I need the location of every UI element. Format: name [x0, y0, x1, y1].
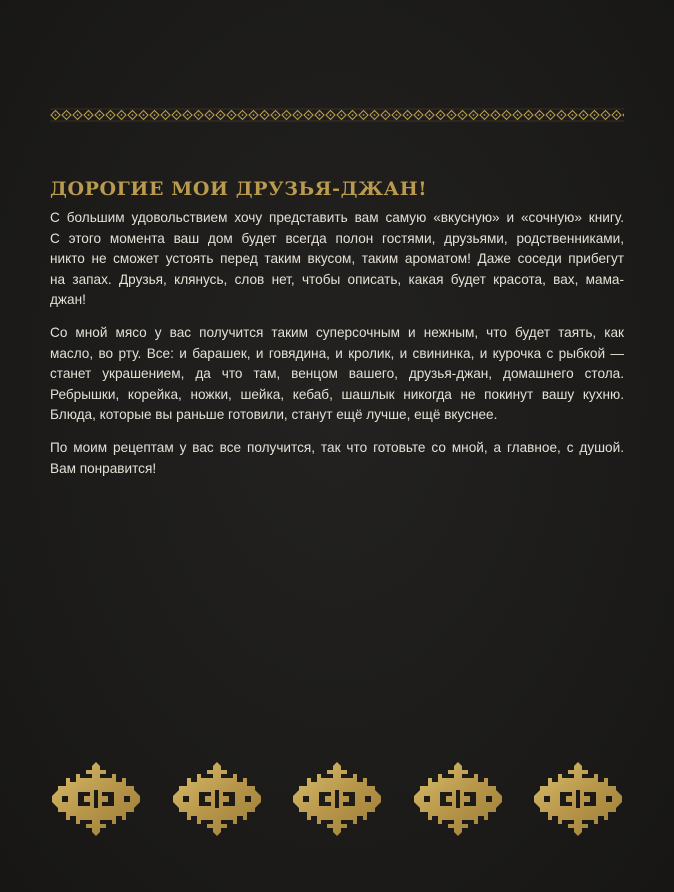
gold-geometric-ornament-icon	[171, 760, 263, 838]
gold-chain-divider	[50, 108, 624, 122]
text-line: Вам понравится!	[50, 460, 157, 476]
gold-geometric-ornament-icon	[291, 760, 383, 838]
text-line: станет украшением, да что там, венцом вашего, друзья-джан, домашнего стола.	[50, 366, 624, 382]
text-line: джан!	[50, 292, 86, 308]
paragraph-3	[50, 438, 624, 479]
text-line: Со мной мясо у вас получится таким суперсочным и нежным, что будет таять, как	[50, 324, 624, 340]
text-line: Ребрышки, корейка, ножки, шейка, кебаб, шашлык никогда не покинут вашу кухню.	[50, 386, 624, 402]
text-line: на запах. Друзья, клянусь, слов нет, чтобы описать, какая будет красота, вах, мама-	[50, 271, 624, 287]
body-text	[50, 208, 624, 491]
gold-geometric-ornament-icon	[50, 760, 142, 838]
text-line: С большим удовольствием хочу представить вам самую «вкусную» и «сочную» книгу.	[50, 210, 624, 225]
paragraph-2	[50, 323, 624, 426]
gold-geometric-ornament-icon	[412, 760, 504, 838]
page-heading: ДОРОГИЕ МОИ ДРУЗЬЯ-ДЖАН!	[50, 178, 428, 200]
paragraph-1	[50, 208, 624, 311]
text-line: масло, во рту. Все: и барашек, и говядина, и кролик, и свининка, и курочка с рыбкой —	[50, 345, 624, 361]
text-line: никто не сможет устоять перед таким вкусом, таким ароматом! Даже соседи прибегут	[50, 251, 624, 267]
ornament-row	[50, 760, 624, 838]
text-line: По моим рецептам у вас все получится, так что готовьте со мной, а главное, с душой.	[50, 439, 624, 455]
text-line: С этого момента ваш дом будет всегда полон гостями, друзьями, родственниками,	[50, 230, 624, 246]
text-line: Блюда, которые вы раньше готовили, станут ещё лучше, ещё вкуснее.	[50, 407, 498, 423]
gold-geometric-ornament-icon	[532, 760, 624, 838]
